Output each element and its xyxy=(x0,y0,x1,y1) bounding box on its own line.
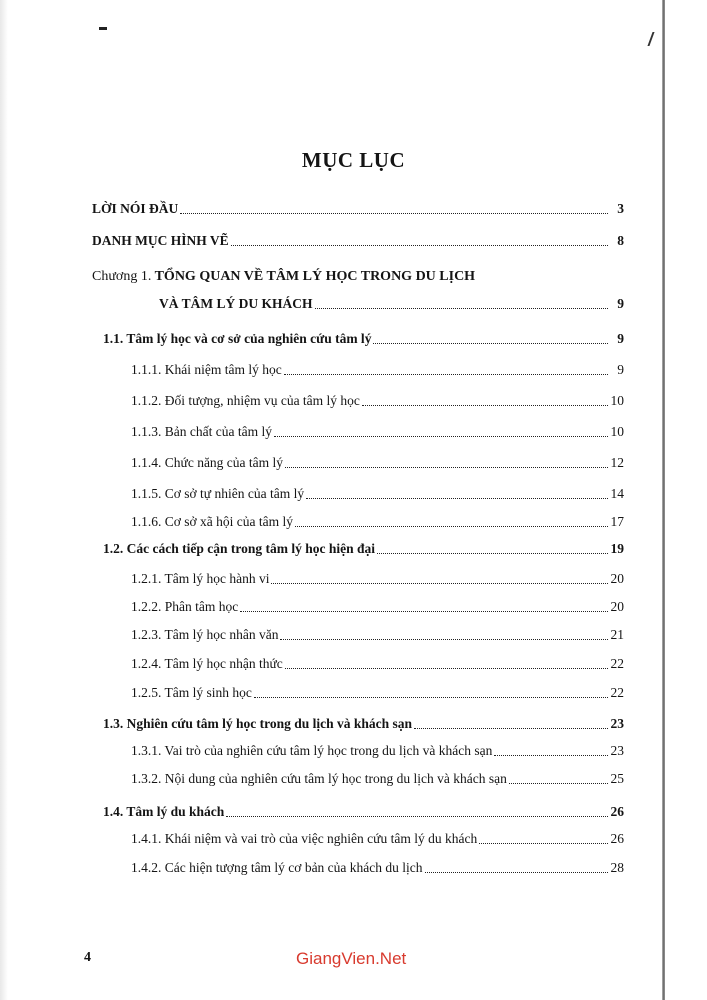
toc-entry-page: 28 xyxy=(610,860,624,875)
scan-corner-mark xyxy=(647,32,659,46)
toc-entry-page: 20 xyxy=(610,599,624,614)
toc-entry-page: 17 xyxy=(610,514,624,529)
dot-leader xyxy=(373,331,608,344)
toc-entry-label: DANH MỤC HÌNH VẼ xyxy=(92,233,229,248)
toc-entry-page: 9 xyxy=(617,362,624,377)
toc-entry-label: 1.4. Tâm lý du khách xyxy=(103,804,225,819)
dot-leader xyxy=(226,804,608,817)
toc-entry-label: 1.4.1. Khái niệm và vai trò của việc nghiên cứu tâm lý du khách xyxy=(131,831,478,846)
toc-entry-page: 9 xyxy=(617,296,624,311)
toc-entry-subsection[interactable] xyxy=(131,684,624,701)
toc-entry-subsection[interactable] xyxy=(131,598,624,615)
toc-entry-label: 1.1.6. Cơ sở xã hội của tâm lý xyxy=(131,514,294,529)
toc-entry-section[interactable] xyxy=(103,540,624,557)
dot-leader xyxy=(362,393,608,406)
toc-entry-label: 1.2.1. Tâm lý học hành vi xyxy=(131,571,270,586)
toc-entry-page: 22 xyxy=(610,656,624,671)
toc-entry-subsection[interactable] xyxy=(131,830,624,847)
toc-entry-label: 1.3.1. Vai trò của nghiên cứu tâm lý học trong du lịch và khách sạn xyxy=(131,743,493,758)
dot-leader xyxy=(274,424,608,437)
toc-entry-subsection[interactable] xyxy=(131,626,624,643)
toc-entry-page: 19 xyxy=(610,541,624,556)
toc-entry-page: 21 xyxy=(610,627,624,642)
dot-leader xyxy=(240,599,608,612)
watermark: GiangVien.Net xyxy=(296,949,407,968)
toc-entry-label: 1.1.3. Bản chất của tâm lý xyxy=(131,424,272,439)
toc-entry-page: 23 xyxy=(610,716,624,731)
toc-entry-subsection[interactable] xyxy=(131,485,624,502)
toc-title: MỤC LỤC xyxy=(301,148,406,172)
dot-leader xyxy=(479,831,608,844)
toc-entry-label: 1.1.5. Cơ sở tự nhiên của tâm lý xyxy=(131,486,305,501)
dot-leader xyxy=(280,627,608,640)
toc-entry-page: 3 xyxy=(617,201,624,216)
toc-entry-label: 1.2.2. Phân tâm học xyxy=(131,599,239,614)
dot-leader xyxy=(180,201,608,214)
toc-entry-page: 10 xyxy=(610,424,624,439)
dot-leader xyxy=(231,233,608,246)
dot-leader xyxy=(306,486,608,499)
toc-entry-page: 26 xyxy=(610,804,624,819)
scan-mark xyxy=(99,27,107,30)
chapter-title-line2: VÀ TÂM LÝ DU KHÁCH xyxy=(159,296,313,311)
toc-entry-chapter-1[interactable] xyxy=(159,295,624,312)
toc-entry-page: 10 xyxy=(610,393,624,408)
toc-entry-label: 1.2.5. Tâm lý sinh học xyxy=(131,685,252,700)
toc-entry-label: 1.2.4. Tâm lý học nhận thức xyxy=(131,656,283,671)
toc-entry-page: 23 xyxy=(610,743,624,758)
dot-leader xyxy=(271,571,608,584)
toc-entry-figure-list[interactable] xyxy=(92,232,624,249)
dot-leader xyxy=(285,656,608,669)
dot-leader xyxy=(295,514,608,527)
toc-entry-label: 1.3.2. Nội dung của nghiên cứu tâm lý học trong du lịch và khách sạn xyxy=(131,771,507,786)
toc-entry-subsection[interactable] xyxy=(131,770,624,787)
toc-entry-label: LỜI NÓI ĐẦU xyxy=(92,201,179,216)
dot-leader xyxy=(425,860,608,873)
toc-entry-label: 1.1.1. Khái niệm tâm lý học xyxy=(131,362,282,377)
dot-leader xyxy=(254,685,608,698)
toc-entry-subsection[interactable] xyxy=(131,859,624,876)
page-number: 4 xyxy=(84,950,91,965)
dot-leader xyxy=(285,455,608,468)
toc-entry-label: 1.1. Tâm lý học và cơ sở của nghiên cứu tâm lý xyxy=(103,331,372,346)
toc-entry-subsection[interactable] xyxy=(131,655,624,672)
toc-entry-subsection[interactable] xyxy=(131,423,624,440)
toc-entry-preface[interactable] xyxy=(92,200,624,217)
toc-entry-label: 1.2.3. Tâm lý học nhân văn xyxy=(131,627,279,642)
toc-entry-section[interactable] xyxy=(103,330,624,347)
dot-leader xyxy=(315,296,608,309)
toc-entry-subsection[interactable] xyxy=(131,361,624,378)
dot-leader xyxy=(414,716,608,729)
toc-entry-subsection[interactable] xyxy=(131,392,624,409)
chapter-prefix: Chương 1. xyxy=(92,269,152,284)
toc-entry-subsection[interactable] xyxy=(131,513,624,530)
toc-entry-subsection[interactable] xyxy=(131,742,624,759)
toc-entry-label: 1.4.2. Các hiện tượng tâm lý cơ bản của khách du lịch xyxy=(131,860,423,875)
toc-entry-page: 14 xyxy=(610,486,624,501)
toc-entry-page: 12 xyxy=(610,455,624,470)
dot-leader xyxy=(494,743,608,756)
toc-entry-subsection[interactable] xyxy=(131,454,624,471)
toc-entry-page: 22 xyxy=(610,685,624,700)
toc-entry-section[interactable] xyxy=(103,715,624,732)
toc-entry-page: 20 xyxy=(610,571,624,586)
toc-entry-page: 9 xyxy=(617,331,624,346)
toc-entry-page: 25 xyxy=(610,771,624,786)
toc-entry-page: 8 xyxy=(617,233,624,248)
toc-entry-label: 1.2. Các cách tiếp cận trong tâm lý học hiện đại xyxy=(103,541,375,556)
dot-leader xyxy=(509,771,608,784)
toc-entry-page: 26 xyxy=(610,831,624,846)
dot-leader xyxy=(284,362,608,375)
toc-entry-label: 1.1.4. Chức năng của tâm lý xyxy=(131,455,284,470)
toc-entry-subsection[interactable] xyxy=(131,570,624,587)
toc-entry-label: 1.1.2. Đối tượng, nhiệm vụ của tâm lý học xyxy=(131,393,360,408)
chapter-title-line1: TỔNG QUAN VỀ TÂM LÝ HỌC TRONG DU LỊCH xyxy=(154,269,476,284)
toc-entry-label: 1.3. Nghiên cứu tâm lý học trong du lịch và khách sạn xyxy=(103,716,413,731)
dot-leader xyxy=(377,541,608,554)
chapter-heading[interactable] xyxy=(92,269,475,285)
toc-entry-section[interactable] xyxy=(103,803,624,820)
